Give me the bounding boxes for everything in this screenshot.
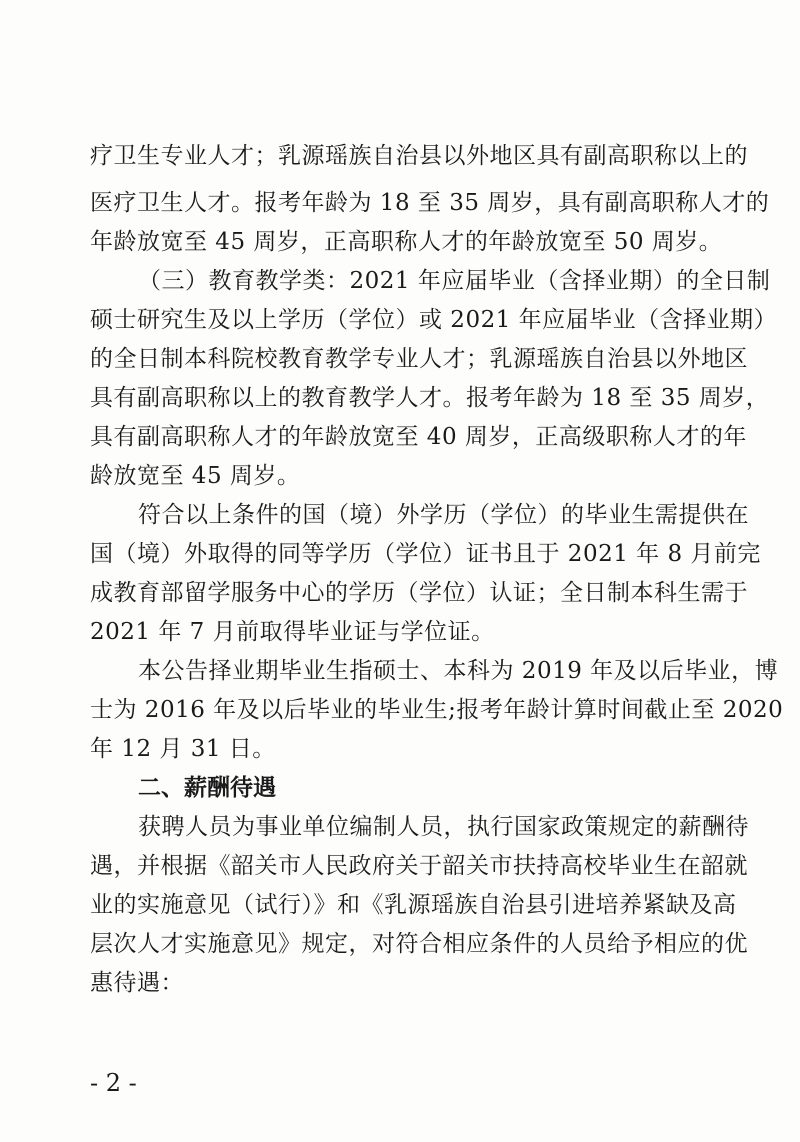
body-text-line: 年龄放宽至 45 周岁，正高职称人才的年龄放宽至 50 周岁。 xyxy=(90,229,723,255)
body-text-line: 具有副高职称人才的年龄放宽至 40 周岁，正高级职称人才的年 xyxy=(90,424,747,450)
body-text-line: 惠待遇： xyxy=(90,970,184,996)
page-number: - 2 - xyxy=(90,1069,137,1097)
body-text-line: 层次人才实施意见》规定，对符合相应条件的人员给予相应的优 xyxy=(90,931,748,957)
section-heading: 二、薪酬待遇 xyxy=(138,775,276,801)
body-text-line: 医疗卫生人才。报考年龄为 18 至 35 周岁，具有副高职称人才的 xyxy=(90,190,770,216)
body-text-line: 获聘人员为事业单位编制人员，执行国家政策规定的薪酬待 xyxy=(138,814,749,840)
body-text-line: 士为 2016 年及以后毕业的毕业生;报考年龄计算时间截止至 2020 xyxy=(90,697,784,723)
body-text-line: 疗卫生专业人才；乳源瑶族自治县以外地区具有副高职称以上的 xyxy=(90,143,748,169)
body-text-line: 成教育部留学服务中心的学历（学位）认证；全日制本科生需于 xyxy=(90,580,748,606)
body-text-line: 的全日制本科院校教育教学专业人才；乳源瑶族自治县以外地区 xyxy=(90,346,748,372)
body-text-line: 硕士研究生及以上学历（学位）或 2021 年应届毕业（含择业期） xyxy=(90,307,778,333)
body-text-line: 符合以上条件的国（境）外学历（学位）的毕业生需提供在 xyxy=(138,502,749,528)
body-text-line: 年 12 月 31 日。 xyxy=(90,736,276,762)
body-text-line: 具有副高职称以上的教育教学人才。报考年龄为 18 至 35 周岁， xyxy=(90,385,770,411)
body-text-line: 遇，并根据《韶关市人民政府关于韶关市扶持高校毕业生在韶就 xyxy=(90,853,748,879)
body-text-line: 本公告择业期毕业生指硕士、本科为 2019 年及以后毕业，博 xyxy=(138,658,779,684)
body-text-line: 业的实施意见（试行）》和《乳源瑶族自治县引进培养紧缺及高 xyxy=(90,892,737,918)
body-text-line: （三）教育教学类：2021 年应届毕业（含择业期）的全日制 xyxy=(138,268,771,294)
body-text-line: 2021 年 7 月前取得毕业证与学位证。 xyxy=(90,619,495,645)
body-text-line: 国（境）外取得的同等学历（学位）证书且于 2021 年 8 月前完 xyxy=(90,541,761,567)
body-text-line: 龄放宽至 45 周岁。 xyxy=(90,463,301,489)
